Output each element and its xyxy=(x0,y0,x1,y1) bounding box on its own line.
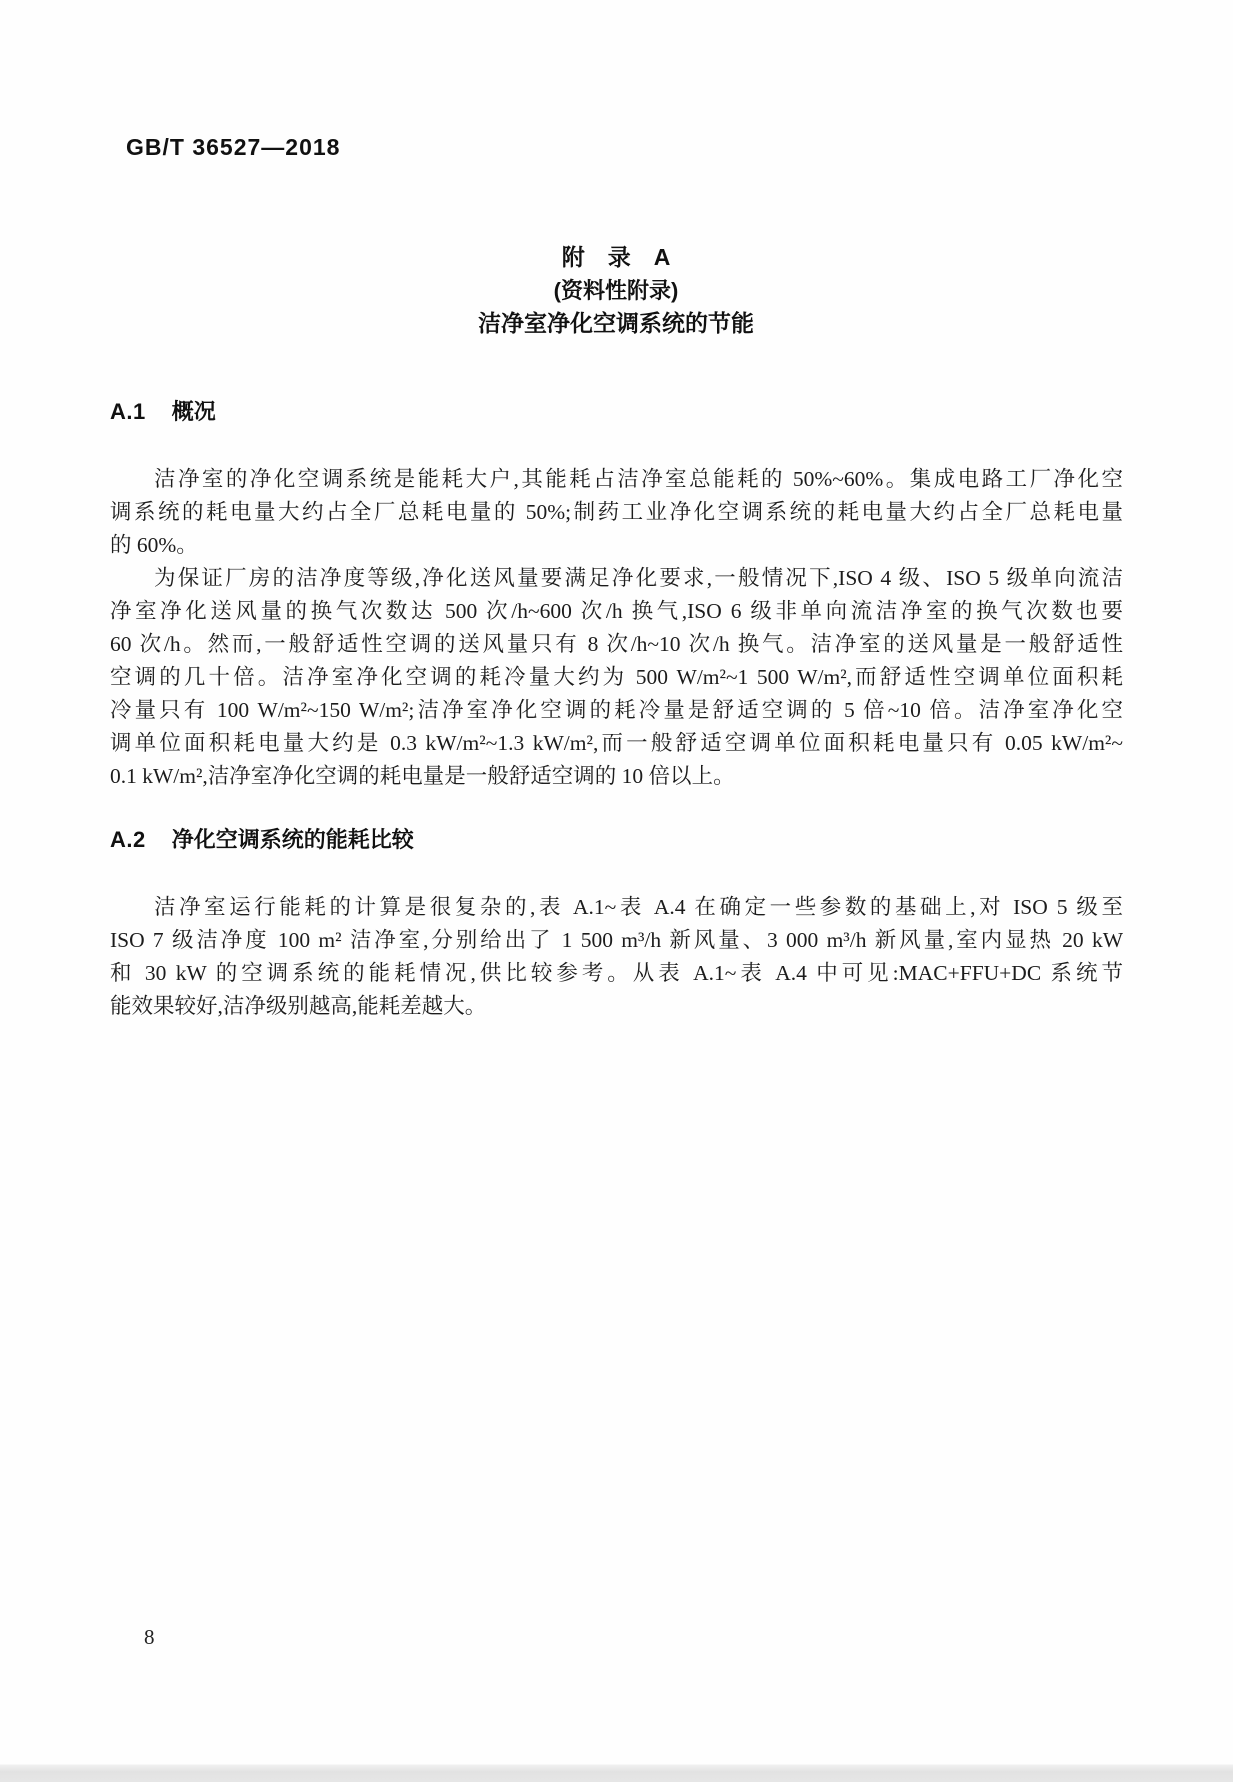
text-line: 洁净室的净化空调系统是能耗大户,其能耗占洁净室总能耗的 50%~60%。集成电路工厂净化空 xyxy=(154,467,1123,491)
text-line: 的 60%。 xyxy=(110,533,198,557)
section-a1-heading xyxy=(110,396,216,428)
paragraph-a1-overview xyxy=(110,463,1123,562)
text-line: 60 次/h。然而,一般舒适性空调的送风量只有 8 次/h~10 次/h 换气。洁净室的送风量是一般舒适性 xyxy=(110,632,1123,656)
appendix-label: 附 录 A xyxy=(561,244,671,270)
text-line: 为保证厂房的洁净度等级,净化送风量要满足净化要求,一般情况下,ISO 4 级、ISO 5 级单向流洁 xyxy=(154,566,1123,590)
text-line: 0.1 kW/m²,洁净室净化空调的耗电量是一般舒适空调的 10 倍以上。 xyxy=(110,764,735,788)
section-a2-title: 净化空调系统的能耗比较 xyxy=(171,827,414,852)
text-line: 净室净化送风量的换气次数达 500 次/h~600 次/h 换气,ISO 6 级非单向流洁净室的换气次数也要 xyxy=(110,599,1123,623)
section-a1-title: 概况 xyxy=(171,399,216,424)
text-line: ISO 7 级洁净度 100 m² 洁净室,分别给出了 1 500 m³/h 新风量、3 000 m³/h 新风量,室内显热 20 kW xyxy=(110,928,1123,952)
appendix-title: 洁净室净化空调系统的节能 xyxy=(478,310,754,336)
text-line: 冷量只有 100 W/m²~150 W/m²;洁净室净化空调的耗冷量是舒适空调的 5 倍~10 倍。洁净室净化空 xyxy=(110,698,1123,722)
standard-number-header: GB/T 36527—2018 xyxy=(126,134,341,160)
text-line: 调单位面积耗电量大约是 0.3 kW/m²~1.3 kW/m²,而一般舒适空调单位面积耗电量只有 0.05 kW/m²~ xyxy=(110,731,1123,755)
paragraph-a1-airchange xyxy=(110,562,1123,793)
appendix-type-note: (资料性附录) xyxy=(553,278,679,303)
text-line: 和 30 kW 的空调系统的能耗情况,供比较参考。从表 A.1~表 A.4 中可见:MAC+FFU+DC 系统节 xyxy=(110,961,1123,985)
text-line: 能效果较好,洁净级别越高,能耗差越大。 xyxy=(110,994,487,1018)
page-number: 8 xyxy=(144,1625,155,1649)
text-line: 调系统的耗电量大约占全厂总耗电量的 50%;制药工业净化空调系统的耗电量大约占全厂总耗电量 xyxy=(110,500,1123,524)
text-line: 洁净室运行能耗的计算是很复杂的,表 A.1~表 A.4 在确定一些参数的基础上,对 ISO 5 级至 xyxy=(154,895,1123,919)
section-a2-heading xyxy=(110,824,414,856)
paragraph-a2-comparison xyxy=(110,891,1123,1023)
section-a2-number: A.2 xyxy=(110,827,146,852)
text-line: 空调的几十倍。洁净室净化空调的耗冷量大约为 500 W/m²~1 500 W/m²,而舒适性空调单位面积耗 xyxy=(110,665,1123,689)
section-a1-number: A.1 xyxy=(110,399,146,424)
scan-edge-shadow xyxy=(0,1764,1233,1782)
appendix-title-block xyxy=(110,241,1122,340)
